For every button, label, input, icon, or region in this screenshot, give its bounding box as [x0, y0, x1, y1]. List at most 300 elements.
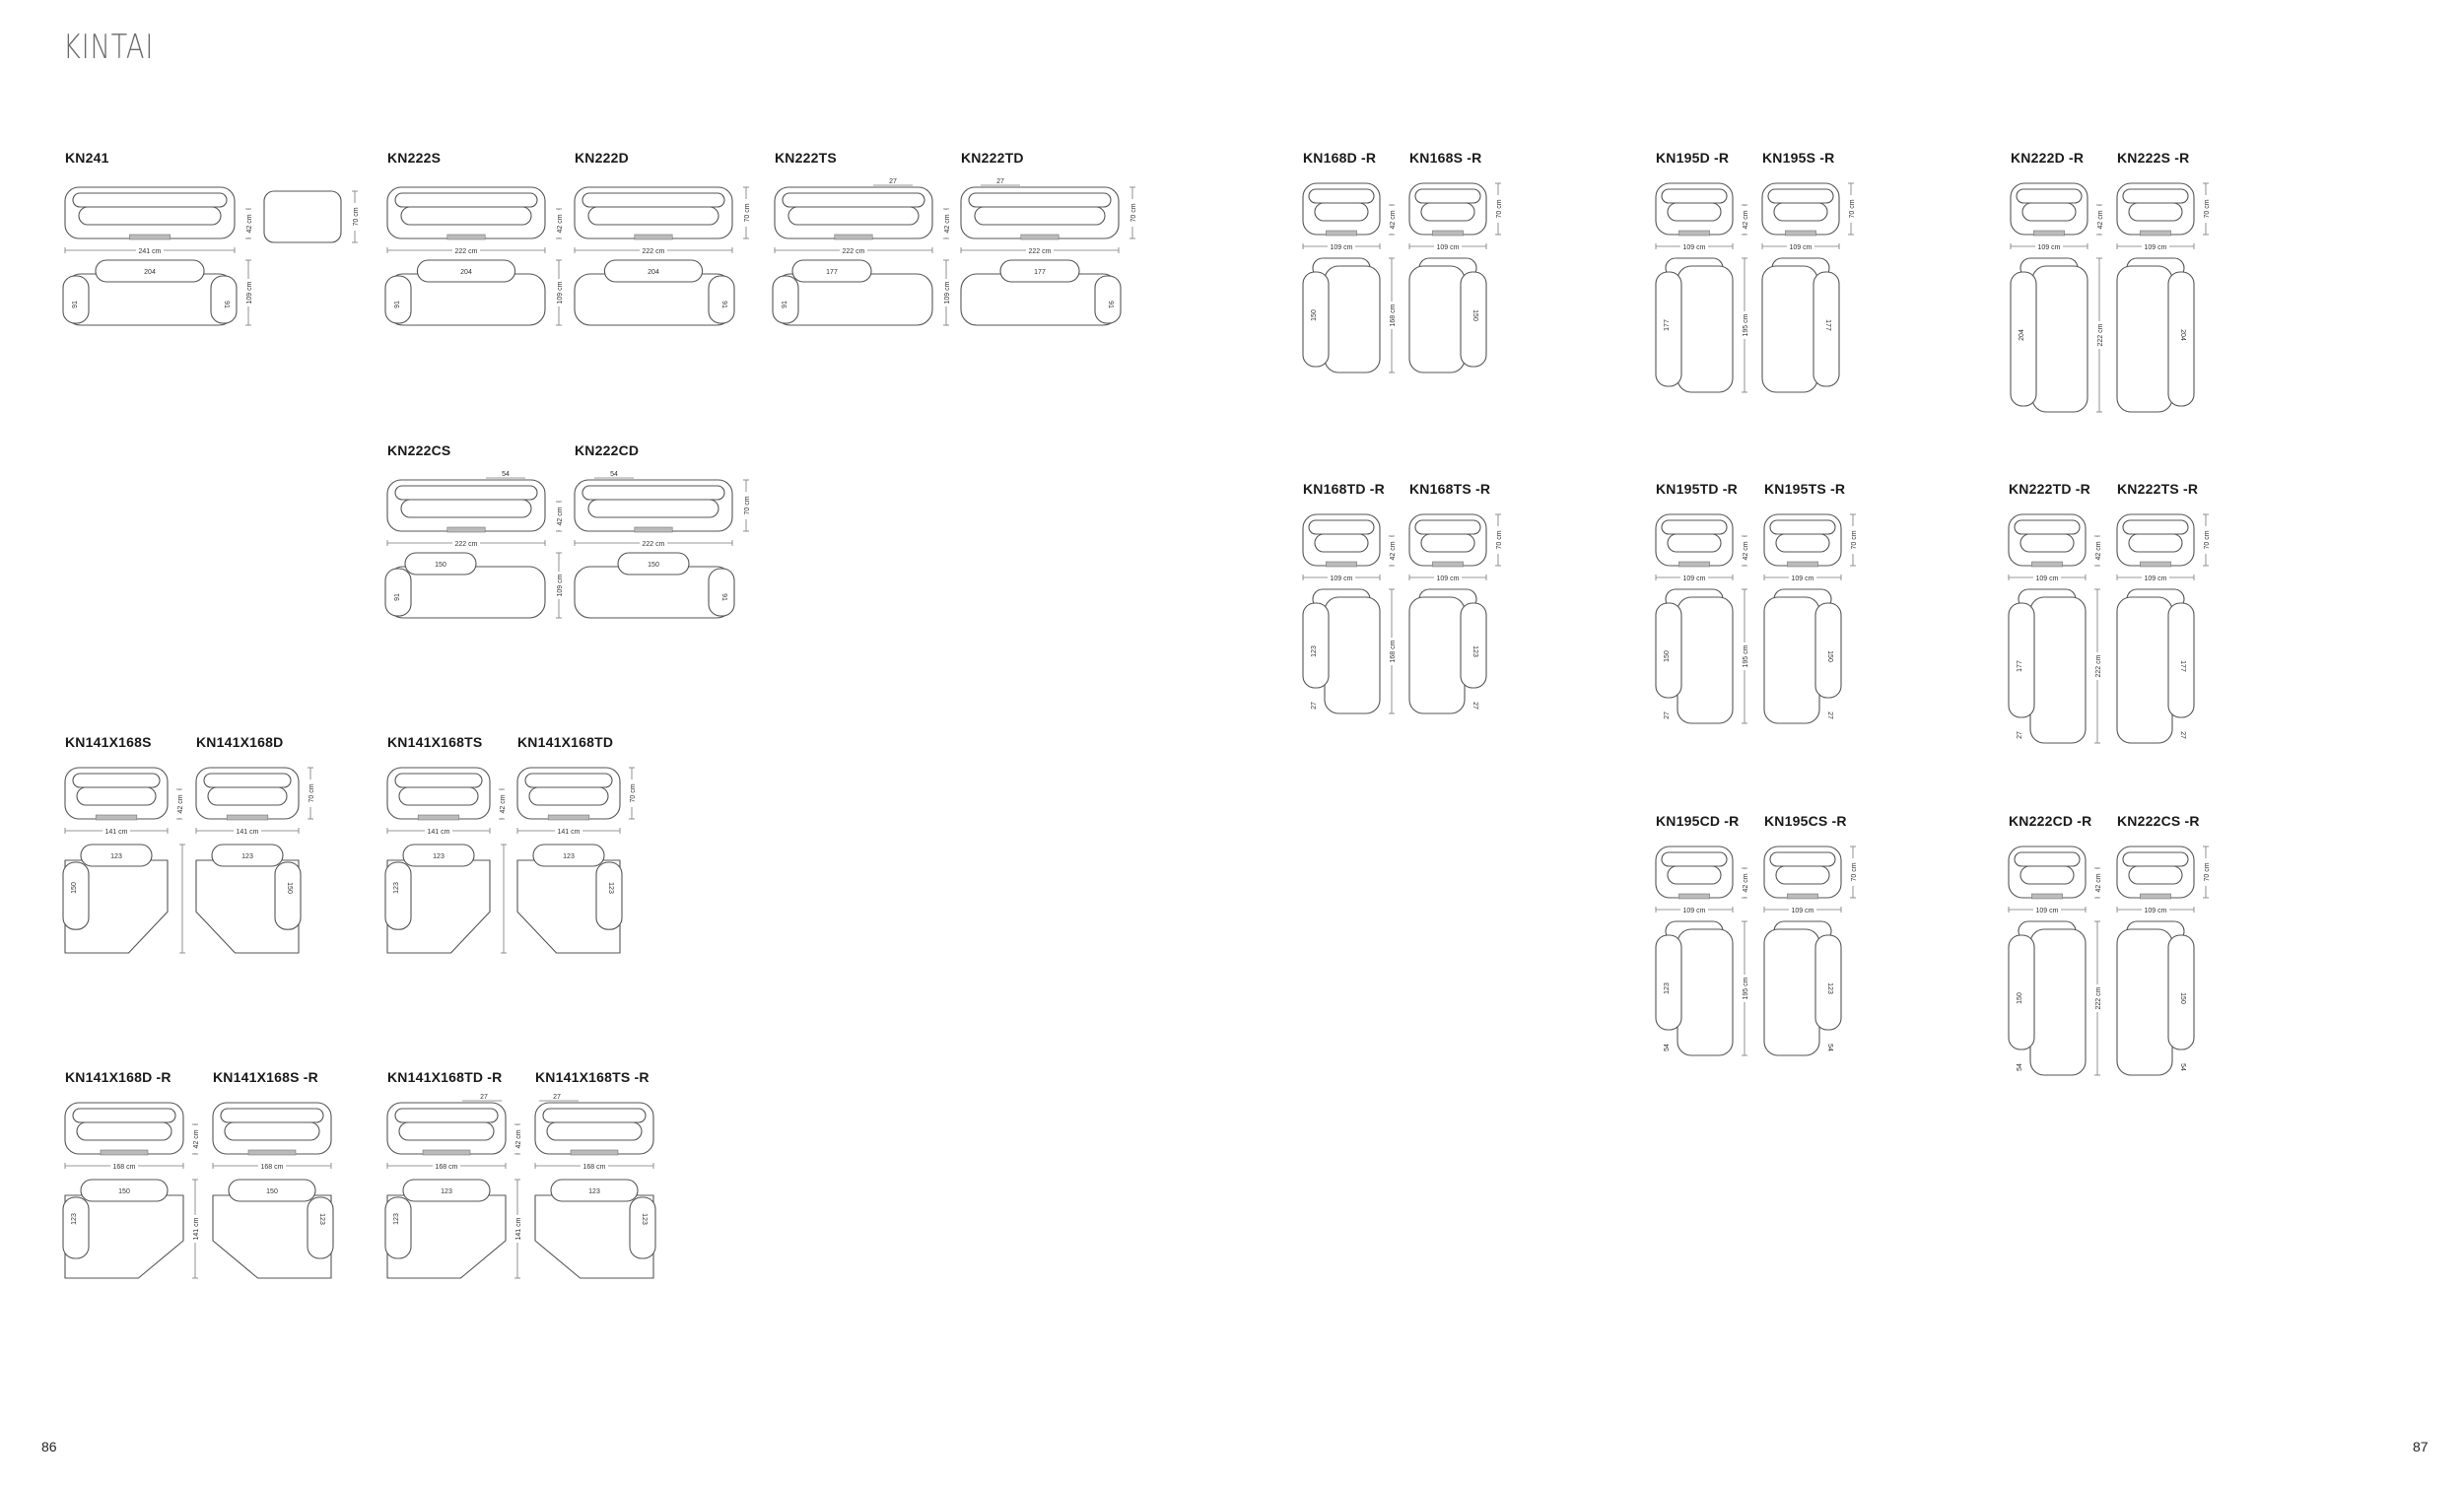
arm-depth: 204 [2019, 329, 2025, 341]
base-plinth [1326, 562, 1356, 567]
product-code: KN195S -R [1762, 150, 1835, 166]
plan-view [1409, 597, 1465, 713]
base-plinth [1787, 894, 1817, 899]
height-dimension: 42 cm [557, 507, 564, 526]
seat-cushion [588, 207, 719, 225]
height-dimension: 70 cm [2204, 862, 2211, 882]
width-dimension: 168 cm [582, 1164, 606, 1171]
plan-view [1325, 597, 1380, 713]
tail-label: 54 [2179, 1063, 2186, 1071]
back-cushion [2015, 852, 2080, 866]
height-dimension: 168 cm [1390, 640, 1397, 663]
height-dimension: 195 cm [1743, 644, 1749, 668]
ottoman-front-view [264, 191, 341, 242]
plan-view [1677, 266, 1733, 392]
width-dimension: 109 cm [2144, 244, 2167, 251]
arm-depth: 150 [1472, 309, 1478, 321]
plan-armrest-right [1095, 276, 1121, 323]
back-cushion [1415, 189, 1480, 203]
base-plinth [1678, 894, 1709, 899]
back-cushion [1662, 520, 1727, 534]
plan-armrest-left [385, 569, 411, 616]
back-cushion [1770, 520, 1835, 534]
arm-depth: 123 [1826, 982, 1833, 994]
tail-label: 27 [1311, 702, 1318, 710]
product-drawing [2117, 150, 2314, 347]
tail-label: 27 [1472, 702, 1478, 710]
arm-depth: 123 [641, 1213, 648, 1225]
product-code: KN241 [65, 150, 109, 166]
arm-depth: 204 [2179, 329, 2186, 341]
width-dimension: 168 cm [112, 1164, 136, 1171]
height-dimension: 70 cm [630, 783, 637, 803]
inner-width: 123 [441, 1188, 452, 1195]
back-cushion [2017, 189, 2082, 203]
base-plinth [1326, 231, 1356, 236]
tail-label: 27 [480, 1094, 488, 1101]
product-code: KN141X168TD [517, 734, 614, 750]
height-dimension: 141 cm [515, 1217, 522, 1241]
height-dimension: 70 cm [2204, 199, 2211, 219]
seat-cushion [399, 1122, 494, 1140]
width-dimension: 222 cm [454, 248, 478, 255]
base-plinth [1787, 562, 1817, 567]
height-dimension: 70 cm [1130, 203, 1137, 223]
page-number-right: 87 [2413, 1439, 2429, 1455]
height-dimension: 42 cm [944, 214, 951, 234]
plan-armrest-left [63, 276, 89, 323]
height-dimension: 195 cm [1743, 977, 1749, 1000]
height-dimension: 42 cm [2097, 210, 2104, 230]
arm-depth: 177 [1824, 319, 1831, 331]
back-cushion [2123, 520, 2188, 534]
product-code: KN222D [575, 150, 629, 166]
inner-width: 204 [460, 269, 472, 276]
width-dimension: 141 cm [557, 829, 581, 836]
height-dimension: 222 cm [2095, 654, 2102, 678]
seat-cushion [399, 787, 478, 805]
height-dimension: 70 cm [353, 207, 360, 227]
product-drawing [575, 442, 772, 640]
plan-view [2117, 266, 2172, 412]
plan-view [1677, 929, 1733, 1055]
height-dimension: 109 cm [944, 281, 951, 305]
seat-cushion [975, 207, 1105, 225]
product-drawing [387, 150, 584, 347]
seat-cushion [77, 787, 156, 805]
height-dimension: 42 cm [515, 1129, 522, 1149]
plan-view [2030, 597, 2086, 743]
product-code: KN222CD [575, 442, 640, 458]
tail-label: 54 [1826, 1044, 1833, 1051]
height-dimension: 70 cm [1496, 199, 1503, 219]
arm-depth: 91 [394, 593, 401, 601]
plan-view [2032, 266, 2088, 412]
height-dimension: 109 cm [557, 281, 564, 305]
width-dimension: 141 cm [104, 829, 128, 836]
plan-armrest [63, 1197, 89, 1258]
product-code: KN195TS -R [1764, 481, 1846, 497]
seat-cushion [79, 207, 221, 225]
seat-cushion [1315, 534, 1368, 552]
product-code: KN168TS -R [1409, 481, 1491, 497]
product-drawing [1409, 481, 1607, 710]
back-cushion [73, 1109, 175, 1122]
seat-cushion [1668, 534, 1721, 552]
seat-cushion [77, 1122, 171, 1140]
plan-armrest [1656, 935, 1681, 1030]
plan-armrest [275, 862, 301, 929]
base-plinth [101, 1150, 148, 1155]
product-drawing [1409, 150, 1607, 347]
base-plinth [2033, 231, 2064, 236]
arm-depth: 150 [1311, 309, 1318, 321]
plan-armrest [385, 862, 411, 929]
seat-cushion [1776, 534, 1829, 552]
width-dimension: 109 cm [2037, 244, 2061, 251]
plan-view [2117, 929, 2172, 1075]
seat-cushion [2129, 203, 2182, 221]
back-cushion [1770, 852, 1835, 866]
arm-depth: 177 [1664, 319, 1671, 331]
seat-cushion [2022, 203, 2076, 221]
height-dimension: 42 cm [2095, 873, 2102, 893]
arm-depth: 177 [2179, 660, 2186, 672]
back-cushion [2015, 520, 2080, 534]
tail-label: 27 [889, 178, 897, 185]
base-plinth [423, 1150, 470, 1155]
inner-width: 150 [435, 562, 446, 569]
product-drawing [1764, 813, 1961, 1051]
brand-title: KINTAI [63, 28, 155, 67]
height-dimension: 42 cm [193, 1129, 200, 1149]
product-drawing [2117, 813, 2314, 1071]
base-plinth [2140, 562, 2170, 567]
back-cushion [221, 1109, 323, 1122]
arm-depth: 91 [394, 301, 401, 308]
base-plinth [1785, 231, 1815, 236]
height-dimension: 42 cm [1743, 210, 1749, 230]
arm-depth: 123 [71, 1213, 78, 1225]
inner-width: 123 [588, 1188, 600, 1195]
width-dimension: 109 cm [2035, 575, 2059, 582]
inner-width: 123 [241, 853, 253, 860]
product-code: KN141X168S [65, 734, 152, 750]
width-dimension: 109 cm [2035, 908, 2059, 914]
plan-view [2030, 929, 2086, 1075]
height-dimension: 42 cm [557, 214, 564, 234]
product-code: KN168S -R [1409, 150, 1482, 166]
plan-armrest [2009, 603, 2034, 717]
height-dimension: 109 cm [246, 281, 253, 305]
height-dimension: 70 cm [744, 496, 751, 515]
plan-view [1677, 597, 1733, 723]
product-code: KN168TD -R [1303, 481, 1385, 497]
arm-depth: 91 [223, 301, 230, 308]
seat-cushion [401, 207, 531, 225]
product-code: KN141X168D -R [65, 1069, 171, 1085]
width-dimension: 109 cm [1682, 908, 1706, 914]
product-drawing [1762, 150, 1959, 347]
width-dimension: 109 cm [1682, 575, 1706, 582]
seat-cushion [1421, 534, 1474, 552]
back-cushion [543, 1109, 646, 1122]
width-dimension: 109 cm [1789, 244, 1813, 251]
height-dimension: 70 cm [1851, 862, 1858, 882]
back-cushion [73, 774, 160, 787]
base-plinth [2031, 894, 2062, 899]
arm-depth: 123 [393, 1213, 400, 1225]
base-plinth [635, 235, 672, 239]
product-code: KN222TS -R [2117, 481, 2199, 497]
arm-depth: 150 [2017, 992, 2023, 1004]
base-plinth [835, 235, 872, 239]
back-cushion [395, 1109, 498, 1122]
width-dimension: 222 cm [642, 541, 665, 548]
product-code: KN222TD -R [2009, 481, 2090, 497]
height-dimension: 70 cm [308, 783, 315, 803]
height-dimension: 42 cm [1743, 873, 1749, 893]
plan-view [2117, 597, 2172, 743]
inner-width: 204 [144, 269, 156, 276]
back-cushion [1662, 852, 1727, 866]
back-cushion [1309, 520, 1374, 534]
width-dimension: 109 cm [1791, 575, 1814, 582]
base-plinth [129, 235, 170, 239]
width-dimension: 168 cm [260, 1164, 284, 1171]
inner-width: 204 [648, 269, 659, 276]
plan-view [1764, 929, 1819, 1055]
product-code: KN195CD -R [1656, 813, 1740, 829]
product-code: KN141X168S -R [213, 1069, 318, 1085]
height-dimension: 42 cm [246, 214, 253, 234]
height-dimension: 42 cm [177, 794, 184, 814]
seat-cushion [1421, 203, 1474, 221]
tail-label: 27 [1664, 711, 1671, 719]
product-code: KN141X168TS [387, 734, 483, 750]
back-cushion [1415, 520, 1480, 534]
seat-cushion [1774, 203, 1827, 221]
base-plinth [1432, 231, 1463, 236]
back-cushion [969, 193, 1111, 207]
height-dimension: 222 cm [2095, 986, 2102, 1010]
width-dimension: 109 cm [1436, 244, 1460, 251]
seat-cushion [208, 787, 287, 805]
width-dimension: 109 cm [1791, 908, 1814, 914]
arm-depth: 150 [286, 882, 293, 894]
product-code: KN222TS [775, 150, 837, 166]
back-cushion [582, 486, 724, 500]
base-plinth [635, 527, 672, 532]
product-code: KN195CS -R [1764, 813, 1847, 829]
base-plinth [447, 527, 485, 532]
tail-label: 54 [2017, 1063, 2023, 1071]
seat-cushion [1315, 203, 1368, 221]
product-drawing [535, 1069, 732, 1266]
product-drawing [1764, 481, 1961, 719]
product-code: KN222CS -R [2117, 813, 2200, 829]
product-code: KN222S -R [2117, 150, 2190, 166]
arm-depth: 91 [720, 301, 727, 308]
seat-cushion [529, 787, 608, 805]
plan-armrest [2009, 935, 2034, 1049]
width-dimension: 109 cm [1436, 575, 1460, 582]
base-plinth [2031, 562, 2062, 567]
product-code: KN222S [387, 150, 442, 166]
product-code: KN222CD -R [2009, 813, 2092, 829]
height-dimension: 141 cm [193, 1217, 200, 1241]
width-dimension: 109 cm [1330, 575, 1353, 582]
height-dimension: 42 cm [1390, 541, 1397, 561]
back-cushion [204, 774, 291, 787]
plan-armrest [308, 1197, 333, 1258]
height-dimension: 42 cm [1390, 210, 1397, 230]
product-code: KN222D -R [2011, 150, 2085, 166]
tail-label: 27 [996, 178, 1004, 185]
height-dimension: 222 cm [2097, 323, 2104, 347]
back-cushion [582, 193, 724, 207]
width-dimension: 109 cm [2144, 575, 2167, 582]
width-dimension: 109 cm [1330, 244, 1353, 251]
plan-view [1764, 597, 1819, 723]
width-dimension: 141 cm [236, 829, 259, 836]
arm-depth: 123 [1472, 645, 1478, 657]
width-dimension: 222 cm [842, 248, 865, 255]
plan-armrest-right [211, 276, 237, 323]
width-dimension: 222 cm [454, 541, 478, 548]
inner-width: 150 [266, 1188, 278, 1195]
base-plinth [1678, 231, 1709, 236]
width-dimension: 241 cm [138, 248, 162, 255]
back-cushion [1662, 189, 1727, 203]
tail-label: 27 [553, 1094, 561, 1101]
seat-cushion [2129, 534, 2182, 552]
seat-cushion [547, 1122, 642, 1140]
width-dimension: 222 cm [1028, 248, 1052, 255]
width-dimension: 222 cm [642, 248, 665, 255]
plan-armrest-right [709, 276, 734, 323]
seat-cushion [588, 500, 719, 517]
plan-armrest [385, 1197, 411, 1258]
tail-label: 27 [2179, 731, 2186, 739]
tail-label: 27 [1826, 711, 1833, 719]
base-plinth [1678, 562, 1709, 567]
back-cushion [73, 193, 227, 207]
back-cushion [1309, 189, 1374, 203]
seat-cushion [1668, 203, 1721, 221]
product-drawing [196, 734, 393, 931]
seat-cushion [2020, 866, 2074, 884]
arm-depth: 91 [782, 301, 788, 308]
seat-cushion [2129, 866, 2182, 884]
product-drawing [775, 150, 972, 347]
product-drawing [65, 150, 262, 347]
inner-width: 177 [826, 269, 838, 276]
inner-width: 150 [118, 1188, 130, 1195]
back-cushion [2123, 189, 2188, 203]
width-dimension: 109 cm [1682, 244, 1706, 251]
height-dimension: 195 cm [1743, 313, 1749, 337]
width-dimension: 141 cm [427, 829, 450, 836]
page-number-left: 86 [41, 1439, 57, 1455]
plan-armrest [1656, 603, 1681, 698]
seat-cushion [225, 1122, 319, 1140]
product-drawing [2117, 481, 2314, 739]
arm-depth: 150 [1664, 650, 1671, 662]
inner-width: 123 [563, 853, 575, 860]
back-cushion [395, 193, 537, 207]
base-plinth [96, 815, 137, 820]
arm-depth: 91 [1107, 301, 1114, 308]
base-plinth [227, 815, 268, 820]
back-cushion [2123, 852, 2188, 866]
tail-label: 54 [610, 471, 618, 478]
back-cushion [783, 193, 924, 207]
arm-depth: 91 [72, 301, 79, 308]
height-dimension: 42 cm [500, 794, 507, 814]
seat-cushion [788, 207, 919, 225]
arm-depth: 123 [1311, 645, 1318, 657]
plan-view [1325, 266, 1380, 372]
inner-width: 177 [1034, 269, 1046, 276]
seat-cushion [401, 500, 531, 517]
inner-width: 150 [648, 562, 659, 569]
product-code: KN222TD [961, 150, 1024, 166]
plan-armrest [1303, 603, 1329, 688]
plan-armrest-left [385, 276, 411, 323]
plan-armrest [596, 862, 622, 929]
height-dimension: 42 cm [2095, 541, 2102, 561]
product-code: KN195TD -R [1656, 481, 1738, 497]
base-plinth [1432, 562, 1463, 567]
seat-cushion [1776, 866, 1829, 884]
plan-view [1762, 266, 1817, 392]
height-dimension: 70 cm [1849, 199, 1856, 219]
plan-armrest [630, 1197, 655, 1258]
tail-label: 54 [502, 471, 510, 478]
height-dimension: 109 cm [557, 574, 564, 597]
base-plinth [2140, 231, 2170, 236]
base-plinth [248, 1150, 296, 1155]
plan-armrest [63, 862, 89, 929]
base-plinth [571, 1150, 618, 1155]
base-plinth [548, 815, 589, 820]
product-code: KN168D -R [1303, 150, 1377, 166]
arm-depth: 123 [318, 1213, 325, 1225]
base-plinth [1021, 235, 1059, 239]
arm-depth: 91 [720, 593, 727, 601]
plan-view [1409, 266, 1465, 372]
product-drawing [387, 442, 584, 640]
inner-width: 123 [433, 853, 445, 860]
product-code: KN141X168D [196, 734, 284, 750]
height-dimension: 70 cm [1496, 530, 1503, 550]
arm-depth: 150 [2179, 992, 2186, 1004]
product-code: KN141X168TD -R [387, 1069, 503, 1085]
back-cushion [395, 774, 482, 787]
arm-depth: 150 [71, 882, 78, 894]
product-drawing [517, 734, 715, 931]
base-plinth [418, 815, 459, 820]
product-drawing [575, 150, 772, 347]
product-code: KN222CS [387, 442, 451, 458]
width-dimension: 168 cm [435, 1164, 458, 1171]
arm-depth: 177 [2017, 660, 2023, 672]
arm-depth: 150 [1826, 650, 1833, 662]
tail-label: 27 [2017, 731, 2023, 739]
tail-label: 54 [1664, 1044, 1671, 1051]
plan-armrest-left [773, 276, 798, 323]
